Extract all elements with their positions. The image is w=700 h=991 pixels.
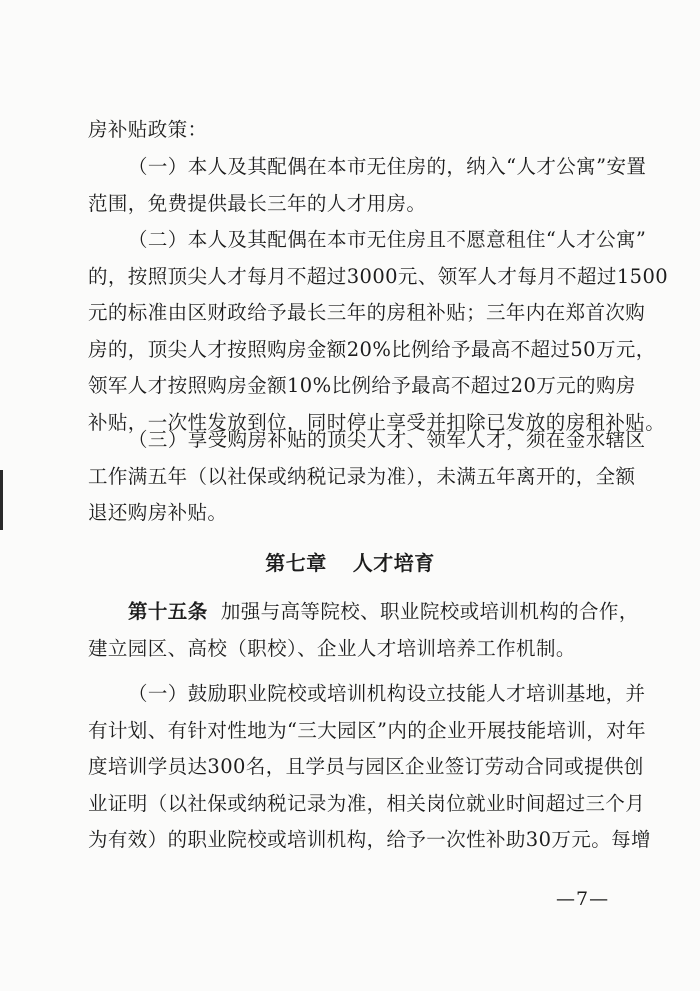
chapter-title: 人才培育 (352, 551, 435, 575)
text-line: 房的，顶尖人才按照购房金额20%比例给予最高不超过50万元， (88, 337, 656, 361)
paragraph-article15-item-1 (88, 676, 651, 859)
text-line: 有计划、有针对性地为“三大园区”内的企业开展技能培训，对年 (88, 718, 647, 742)
text-line: （三）享受购房补贴的顶尖人才、领军人才，须在金水辖区 (128, 428, 646, 451)
paragraph-intro (88, 112, 608, 149)
paragraph-item-1 (88, 149, 647, 222)
text-line: 退还购房补贴。 (88, 501, 228, 524)
text-line: 工作满五年（以社保或纳税记录为准），未满五年离开的，全额 (88, 464, 636, 488)
article-15 (88, 594, 639, 667)
text-line: 范围，免费提供最长三年的人才用房。 (88, 191, 427, 215)
text-line: （一）鼓励职业院校或培训机构设立技能人才培训基地，并 (128, 682, 646, 705)
chapter-number: 第七章 (265, 551, 327, 575)
page-number: —7— (556, 888, 610, 910)
text-line: 为有效）的职业院校或培训机构，给予一次性补助30万元。每增 (88, 828, 651, 851)
text-line: 领军人才按照购房金额10%比例给予最高不超过20万元的购房 (88, 374, 636, 397)
text-line: 度培训学员达300名，且学员与园区企业签订劳动合同或提供创 (88, 755, 644, 778)
text-line: 业证明（以社保或纳税记录为准，相关岗位就业时间超过三个月 (88, 791, 646, 815)
paragraph-item-2 (88, 222, 669, 441)
article-label: 第十五条 (128, 600, 208, 623)
text-line: 补贴，一次性发放到位，同时停止享受并扣除已发放的房租补贴。 (88, 410, 666, 434)
paragraph-item-3 (88, 422, 646, 532)
text-line: 的，按照顶尖人才每月不超过3000元、领军人才每月不超过1500 (88, 264, 669, 288)
scan-edge-mark (0, 470, 3, 530)
text-line: （二）本人及其配偶在本市无住房且不愿意租住“人才公寓” (128, 228, 647, 251)
chapter-heading (0, 546, 700, 580)
text-line: （一）本人及其配偶在本市无住房的，纳入“人才公寓”安置 (128, 155, 647, 178)
text-line: 房补贴政策： (88, 118, 208, 141)
text-line: 元的标准由区财政给予最长三年的房租补贴；三年内在郑首次购 (88, 301, 646, 324)
article-text: 加强与高等院校、职业院校或培训机构的合作， (220, 600, 639, 623)
text-line: 建立园区、高校（职校）、企业人才培训培养工作机制。 (88, 636, 576, 660)
text-line (88, 594, 639, 631)
